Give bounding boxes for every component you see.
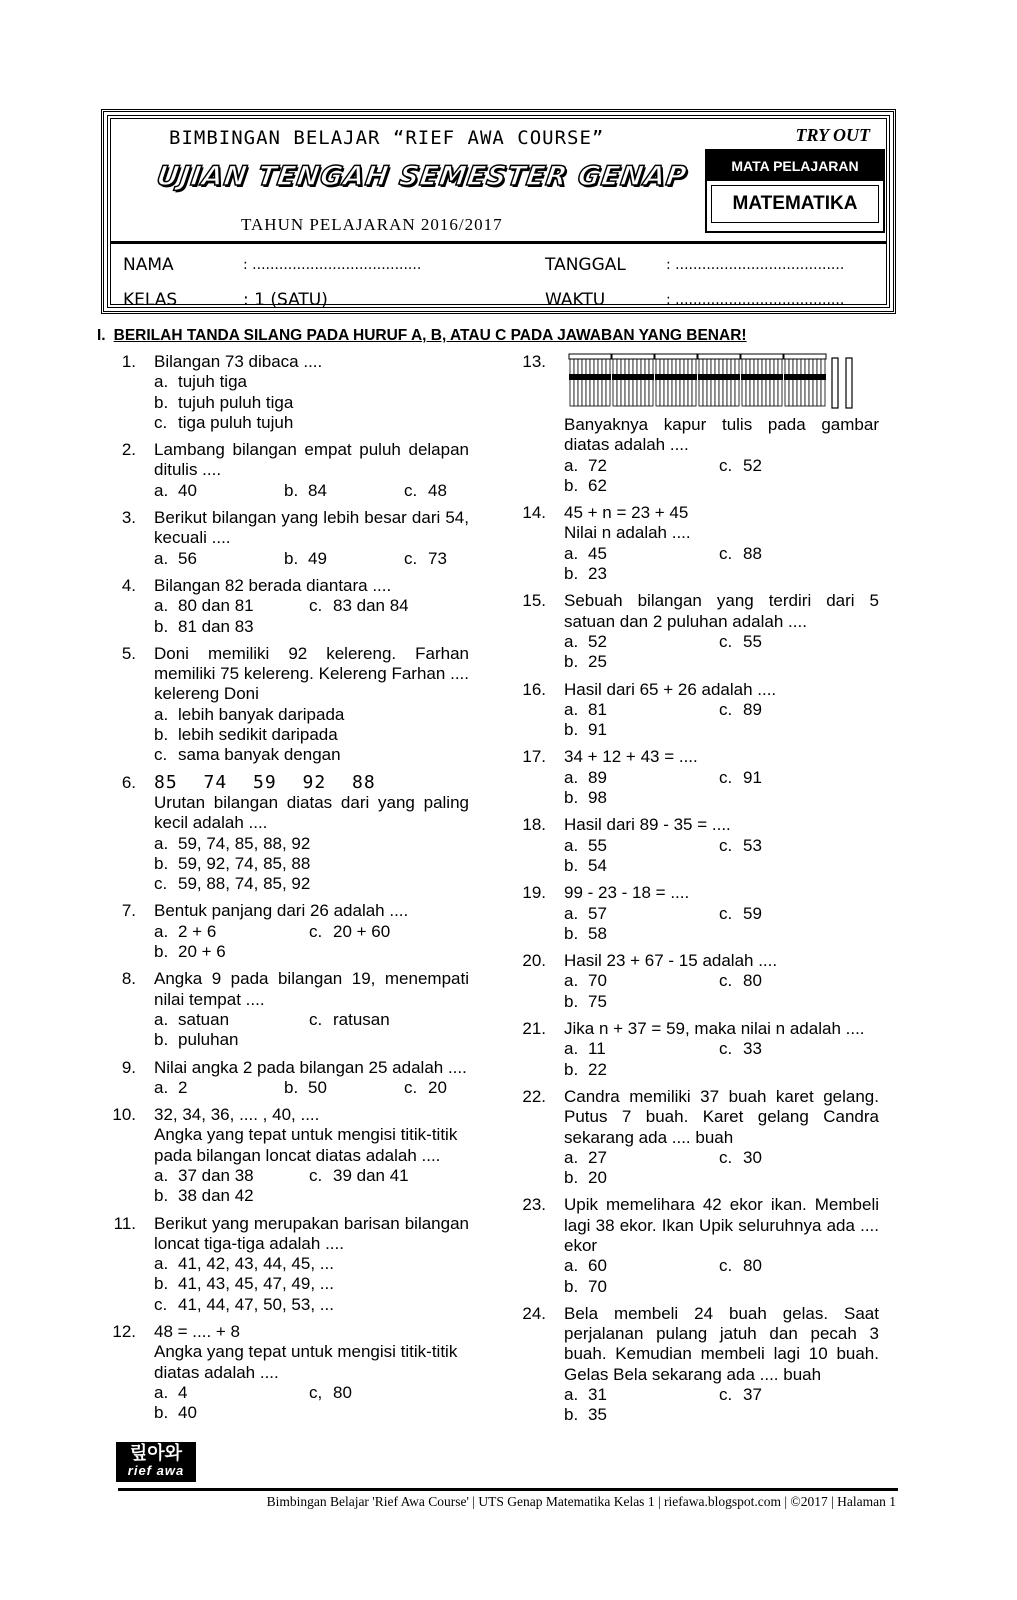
org-name: BIMBINGAN BELAJAR “RIEF AWA COURSE” [169, 127, 605, 149]
option-c[interactable]: c, 80 [309, 1382, 352, 1402]
question-number: 23. [522, 1195, 546, 1215]
question-text: Angka yang tepat untuk mengisi titik-titik pada bilangan loncat diatas adalah .... [154, 1125, 458, 1165]
question-number: 15. [522, 591, 546, 611]
option-b[interactable]: b. lebih sedikit daripada [154, 725, 338, 745]
instruction [97, 327, 747, 345]
option-a[interactable]: a. 56 [154, 548, 197, 568]
question-22 [510, 1087, 879, 1188]
option-a[interactable]: a. satuan [154, 1009, 230, 1029]
nama-field[interactable]: : ...................................... [243, 257, 422, 273]
question-10 [100, 1105, 469, 1206]
question-1 [100, 352, 469, 433]
subject-label: MATA PELAJARAN [707, 151, 883, 181]
option-b[interactable]: b. tujuh puluh tiga [154, 392, 294, 412]
question-13 [510, 352, 879, 496]
option-a[interactable]: a. 2 [154, 1077, 188, 1097]
right-column [510, 352, 879, 1433]
kelas-value: : 1 (SATU) [243, 290, 328, 310]
option-a[interactable]: a. 11 [564, 1039, 606, 1059]
chalk-bundle [655, 354, 697, 406]
footer-text: Bimbingan Belajar 'Rief Awa Course' | UTS Genap Matematika Kelas 1 | riefawa.blogspot.com | ©2017 | Halaman 1 [266, 1494, 896, 1509]
question-text: Bentuk panjang dari 26 adalah .... [154, 901, 409, 921]
chalk-single-stick [846, 358, 852, 408]
option-c[interactable]: c. 20 [404, 1077, 447, 1097]
option-c[interactable]: c. 59 [719, 903, 762, 923]
question-text: Lambang bilangan empat puluh delapan ditulis .... [154, 440, 469, 480]
question-equation: 45 + n = 23 + 45 [564, 503, 689, 523]
chalk-bundle [784, 354, 826, 406]
waktu-label: WAKTU [545, 290, 606, 310]
question-number: 16. [522, 679, 546, 699]
question-text: Berikut yang merupakan barisan bilangan loncat tiga-tiga adalah .... [154, 1213, 469, 1253]
option-c[interactable]: c. 37 [719, 1385, 762, 1405]
question-18 [510, 815, 879, 876]
question-number: 19. [522, 883, 546, 903]
chalk-bundle [741, 354, 783, 406]
option-c[interactable]: c. 55 [719, 631, 762, 651]
option-b[interactable]: b. 91 [564, 720, 607, 740]
option-a[interactable]: a. 89 [564, 767, 607, 787]
question-number: 10. [112, 1105, 136, 1125]
number-sequence: 85 74 59 92 88 [154, 771, 376, 793]
option-b[interactable]: b. puluhan [154, 1030, 239, 1050]
option-c[interactable]: c. 80 [719, 1256, 762, 1276]
option-c[interactable]: c. 20 + 60 [309, 921, 391, 941]
question-2 [100, 440, 469, 501]
option-c[interactable]: c. ratusan [309, 1009, 390, 1029]
header-inner [110, 118, 887, 310]
question-9 [100, 1058, 469, 1099]
option-a[interactable]: a. 60 [564, 1256, 607, 1276]
option-b[interactable]: b. 50 [284, 1077, 327, 1097]
option-a[interactable]: a. 2 + 6 [154, 921, 217, 941]
question-number: 21. [522, 1019, 546, 1039]
waktu-field[interactable]: : ...................................... [666, 292, 845, 308]
option-b[interactable]: b. 84 [284, 480, 327, 500]
logo-korean-text: 맆아와 [129, 1443, 183, 1463]
question-5 [100, 644, 469, 766]
instruction-text: BERILAH TANDA SILANG PADA HURUF A, B, ATAU C PADA JAWABAN YANG BENAR! [113, 327, 747, 344]
footer-divider [118, 1488, 898, 1491]
option-c[interactable]: c. tiga puluh tujuh [154, 412, 294, 432]
question-11 [100, 1214, 469, 1315]
option-a[interactable]: a. 55 [564, 835, 607, 855]
question-text: Upik memelihara 42 ekor ikan. Membeli lagi 38 ekor. Ikan Upik seluruhnya ada .... ekor [564, 1195, 879, 1255]
question-20 [510, 951, 879, 1012]
question-number: 18. [522, 815, 546, 835]
option-a[interactable]: a. 4 [154, 1382, 188, 1402]
option-a[interactable]: a. 40 [154, 480, 197, 500]
question-number: 3. [121, 508, 136, 528]
question-23 [510, 1195, 879, 1296]
question-number: 13. [522, 352, 546, 371]
question-text: Candra memiliki 37 buah karet gelang. Putus 7 buah. Karet gelang Candra sekarang ada .... buah [564, 1086, 879, 1147]
option-a[interactable]: a. lebih banyak daripada [154, 704, 345, 724]
question-text: Nilai n adalah .... [564, 523, 691, 543]
question-equation: 48 = .... + 8 [154, 1322, 241, 1342]
option-b[interactable]: b. 23 [564, 564, 607, 584]
option-c[interactable]: c. sama banyak dengan [154, 745, 341, 765]
question-text: Hasil dari 65 + 26 adalah .... [564, 679, 777, 699]
option-b[interactable]: b. 81 dan 83 [154, 616, 254, 636]
header-box [101, 109, 896, 314]
school-year: TAHUN PELAJARAN 2016/2017 [241, 215, 503, 234]
question-text: Urutan bilangan diatas dari yang paling kecil adalah .... [154, 792, 469, 833]
option-b[interactable]: b. 58 [564, 923, 607, 943]
question-text: Hasil 23 + 67 - 15 adalah .... [564, 951, 778, 971]
option-c[interactable]: c. 41, 44, 47, 50, 53, ... [154, 1294, 334, 1314]
option-b[interactable]: b. 59, 92, 74, 85, 88 [154, 853, 311, 873]
question-12 [100, 1322, 469, 1423]
question-16 [510, 680, 879, 741]
option-c[interactable]: c. 59, 88, 74, 85, 92 [154, 874, 311, 894]
question-text: Angka 9 pada bilangan 19, menempati nilai tempat .... [154, 969, 469, 1009]
question-7 [100, 901, 469, 962]
question-number: 20. [522, 951, 546, 971]
option-a[interactable]: a. 57 [564, 903, 607, 923]
option-c[interactable]: c. 48 [404, 480, 447, 500]
option-c[interactable]: c. 53 [719, 835, 762, 855]
option-a[interactable]: a. 31 [564, 1385, 607, 1405]
tanggal-label: TANGGAL [545, 255, 626, 275]
question-number: 5. [121, 643, 136, 663]
option-a[interactable]: a. 37 dan 38 [154, 1165, 254, 1185]
option-a[interactable]: a. 59, 74, 85, 88, 92 [154, 833, 311, 853]
option-c[interactable]: c. 80 [719, 971, 762, 991]
subject-name: MATEMATIKA [711, 185, 879, 223]
tanggal-field[interactable]: : ...................................... [666, 257, 845, 273]
question-text: Bela membeli 24 buah gelas. Saat perjalanan pulang jatuh dan pecah 3 buah. Kemudian membeli lagi 10 buah. Gelas Bela sekarang ada .... buah [564, 1303, 879, 1384]
question-text: Nilai angka 2 pada bilangan 25 adalah .... [154, 1057, 467, 1077]
chalk-bundle [569, 354, 611, 406]
option-b[interactable]: b. 70 [564, 1276, 607, 1296]
question-number: 24. [522, 1303, 546, 1323]
question-17 [510, 747, 879, 808]
option-b[interactable]: b. 35 [564, 1405, 607, 1425]
left-column [100, 352, 469, 1431]
question-text: 99 - 23 - 18 = .... [564, 883, 690, 903]
question-text: Hasil dari 89 - 35 = .... [564, 815, 731, 835]
kelas-label: KELAS [123, 290, 178, 310]
option-c[interactable]: c. 83 dan 84 [309, 596, 409, 616]
question-number: 12. [112, 1322, 136, 1342]
question-number: 2. [121, 440, 136, 460]
try-out-label: TRY OUT [795, 125, 870, 145]
question-8 [100, 969, 469, 1050]
question-text: Bilangan 73 dibaca .... [154, 352, 323, 371]
option-b[interactable]: b. 54 [564, 855, 607, 875]
option-a[interactable]: a. 81 [564, 699, 607, 719]
question-14 [510, 503, 879, 584]
chalk-bundle [612, 354, 654, 406]
option-c[interactable]: c. 89 [719, 699, 762, 719]
option-b[interactable]: b. 98 [564, 788, 607, 808]
option-a[interactable]: a. tujuh tiga [154, 372, 247, 392]
option-c[interactable]: c. 33 [719, 1039, 762, 1059]
option-b[interactable]: b. 25 [564, 652, 607, 672]
option-b[interactable]: b. 38 dan 42 [154, 1186, 254, 1206]
option-a[interactable]: a. 41, 42, 43, 44, 45, ... [154, 1254, 334, 1274]
question-text: 34 + 12 + 43 = .... [564, 747, 698, 767]
option-c[interactable]: c. 88 [719, 543, 762, 563]
question-19 [510, 883, 879, 944]
question-number: 9. [121, 1057, 136, 1077]
question-text: Angka yang tepat untuk mengisi titik-titik diatas adalah .... [154, 1342, 458, 1382]
question-21 [510, 1019, 879, 1080]
rief-awa-logo [116, 1442, 196, 1482]
question-number: 11. [113, 1213, 136, 1233]
option-b[interactable]: b. 20 [564, 1168, 607, 1188]
question-number: 7. [121, 901, 136, 921]
option-b[interactable]: b. 49 [284, 548, 327, 568]
question-number: 4. [121, 575, 136, 595]
option-b[interactable]: b. 41, 43, 45, 47, 49, ... [154, 1274, 334, 1294]
question-text: Berikut bilangan yang lebih besar dari 54, kecuali .... [154, 508, 469, 548]
question-15 [510, 591, 879, 672]
option-a[interactable]: a. 27 [564, 1147, 607, 1167]
question-4 [100, 576, 469, 637]
option-a[interactable]: a. 80 dan 81 [154, 596, 254, 616]
section-number: I. [97, 327, 106, 344]
question-6 [100, 773, 469, 895]
chalk-illustration [564, 352, 854, 412]
exam-title: UJIAN TENGAH SEMESTER GENAP [154, 161, 690, 192]
option-c[interactable]: c. 91 [719, 767, 762, 787]
header-divider [111, 241, 886, 244]
option-c[interactable]: c. 73 [404, 548, 447, 568]
question-24 [510, 1304, 879, 1426]
option-b[interactable]: b. 62 [564, 475, 607, 495]
question-text: Jika n + 37 = 59, maka nilai n adalah .... [564, 1019, 865, 1039]
question-sequence: 32, 34, 36, .... , 40, .... [154, 1105, 320, 1125]
option-b[interactable]: b. 75 [564, 991, 607, 1011]
option-c[interactable]: c. 52 [719, 455, 762, 475]
chalk-bundle [698, 354, 740, 406]
question-text: Bilangan 82 berada diantara .... [154, 575, 392, 595]
option-a[interactable]: a. 70 [564, 971, 607, 991]
question-text: Sebuah bilangan yang terdiri dari 5 satuan dan 2 puluhan adalah .... [564, 591, 879, 631]
question-number: 1. [121, 352, 136, 371]
question-3 [100, 508, 469, 569]
question-text: Banyaknya kapur tulis pada gambar diatas adalah .... [564, 415, 879, 455]
chalk-bundles-image [564, 352, 879, 412]
question-number: 17. [522, 747, 546, 767]
question-number: 22. [522, 1086, 546, 1106]
question-text: Doni memiliki 92 kelereng. Farhan memiliki 75 kelereng. Kelereng Farhan .... kelereng Doni [154, 643, 469, 704]
option-c[interactable]: c. 39 dan 41 [309, 1165, 409, 1185]
option-b[interactable]: b. 22 [564, 1059, 607, 1079]
nama-label: NAMA [123, 255, 174, 275]
option-b[interactable]: b. 20 + 6 [154, 942, 226, 962]
question-number: 14. [522, 503, 546, 523]
question-number: 6. [121, 772, 136, 792]
question-number: 8. [121, 969, 136, 989]
option-a[interactable]: a. 45 [564, 543, 607, 563]
logo-latin-text: rief awa [127, 1463, 185, 1478]
option-c[interactable]: c. 30 [719, 1147, 762, 1167]
subject-box [705, 149, 885, 233]
chalk-single-stick [832, 358, 838, 408]
option-a[interactable]: a. 72 [564, 455, 607, 475]
option-a[interactable]: a. 52 [564, 631, 607, 651]
option-b[interactable]: b. 40 [154, 1403, 197, 1423]
